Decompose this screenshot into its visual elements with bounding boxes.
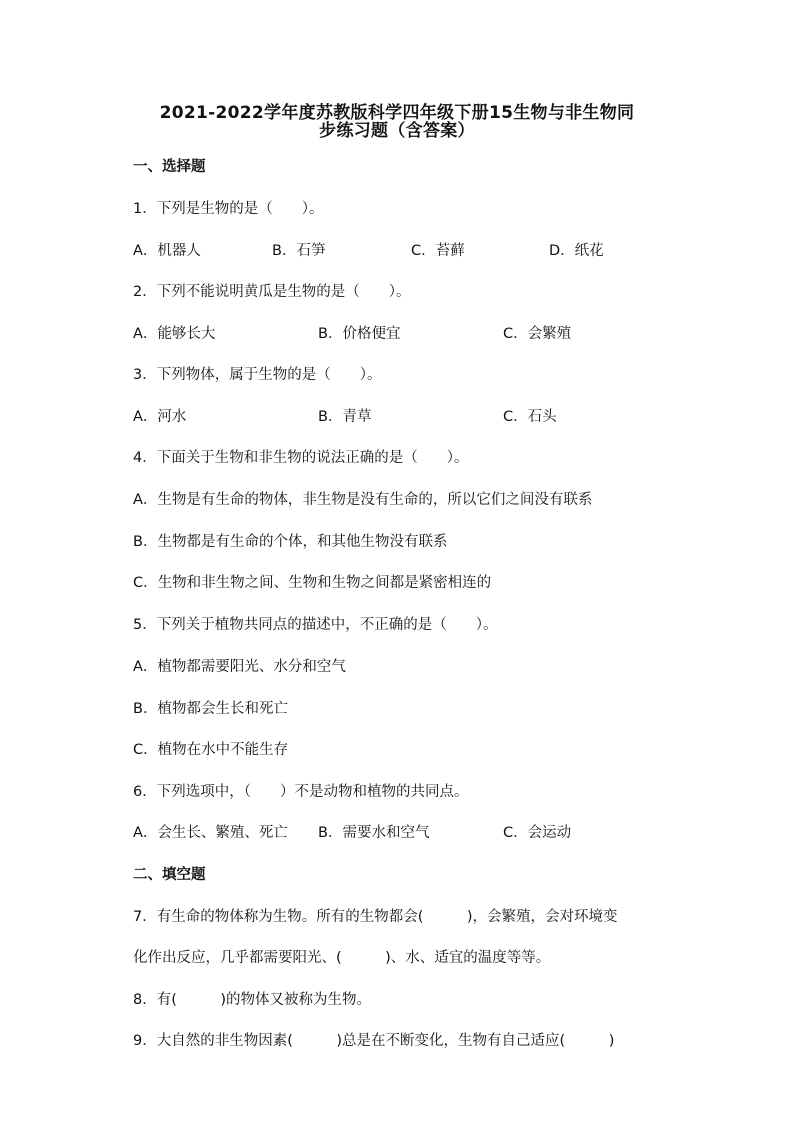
question-2-option-a: A．能够长大 <box>133 326 216 342</box>
question-6-option-c: C．会运动 <box>503 825 572 841</box>
question-3-stem: 3．下列物体，属于生物的是（ ）。 <box>133 367 382 383</box>
question-3-option-a: A．河水 <box>133 409 187 425</box>
question-8-line-1: 8．有( )的物体又被称为生物。 <box>133 992 372 1008</box>
question-3-option-b: B．青草 <box>318 409 372 425</box>
question-1-option-b: B．石笋 <box>272 243 326 259</box>
question-5-option-c: C．植物在水中不能生存 <box>133 742 289 758</box>
section-heading-choice: 一、选择题 <box>133 159 206 175</box>
question-9-line-1: 9．大自然的非生物因素( )总是在不断变化，生物有自己适应( ) <box>133 1033 615 1049</box>
question-2-option-b: B．价格便宜 <box>318 326 401 342</box>
question-4-option-c: C．生物和非生物之间、生物和生物之间都是紧密相连的 <box>133 575 492 591</box>
question-2-option-c: C．会繁殖 <box>503 326 572 342</box>
question-6-option-a: A．会生长、繁殖、死亡 <box>133 825 288 841</box>
page-title-line-2: 步练习题（含答案） <box>319 121 475 141</box>
question-6-stem: 6．下列选项中，（ ）不是动物和植物的共同点。 <box>133 784 469 800</box>
question-1-option-a: A．机器人 <box>133 243 201 259</box>
question-7-line-2: 化作出反应，几乎都需要阳光、( )、水、适宜的温度等等。 <box>133 950 551 966</box>
question-1-option-c: C．苔藓 <box>411 243 465 259</box>
question-4-option-b: B．生物都是有生命的个体，和其他生物没有联系 <box>133 534 448 550</box>
section-heading-fill-in: 二、填空题 <box>133 867 206 883</box>
question-1-option-d: D．纸花 <box>549 243 604 259</box>
question-7-line-1: 7．有生命的物体称为生物。所有的生物都会( )，会繁殖，会对环境变 <box>133 909 618 925</box>
page-title-line-1: 2021-2022学年度苏教版科学四年级下册15生物与非生物同 <box>159 103 635 123</box>
question-5-option-b: B．植物都会生长和死亡 <box>133 701 288 717</box>
question-4-stem: 4．下面关于生物和非生物的说法正确的是（ ）。 <box>133 450 469 466</box>
question-5-option-a: A．植物都需要阳光、水分和空气 <box>133 659 346 675</box>
question-3-option-c: C．石头 <box>503 409 557 425</box>
question-1-stem: 1．下列是生物的是（ ）。 <box>133 201 324 217</box>
question-6-option-b: B．需要水和空气 <box>318 825 430 841</box>
question-4-option-a: A．生物是有生命的物体，非生物是没有生命的，所以它们之间没有联系 <box>133 492 593 508</box>
question-2-stem: 2．下列不能说明黄瓜是生物的是（ ）。 <box>133 284 411 300</box>
question-5-stem: 5．下列关于植物共同点的描述中，不正确的是（ ）。 <box>133 617 498 633</box>
